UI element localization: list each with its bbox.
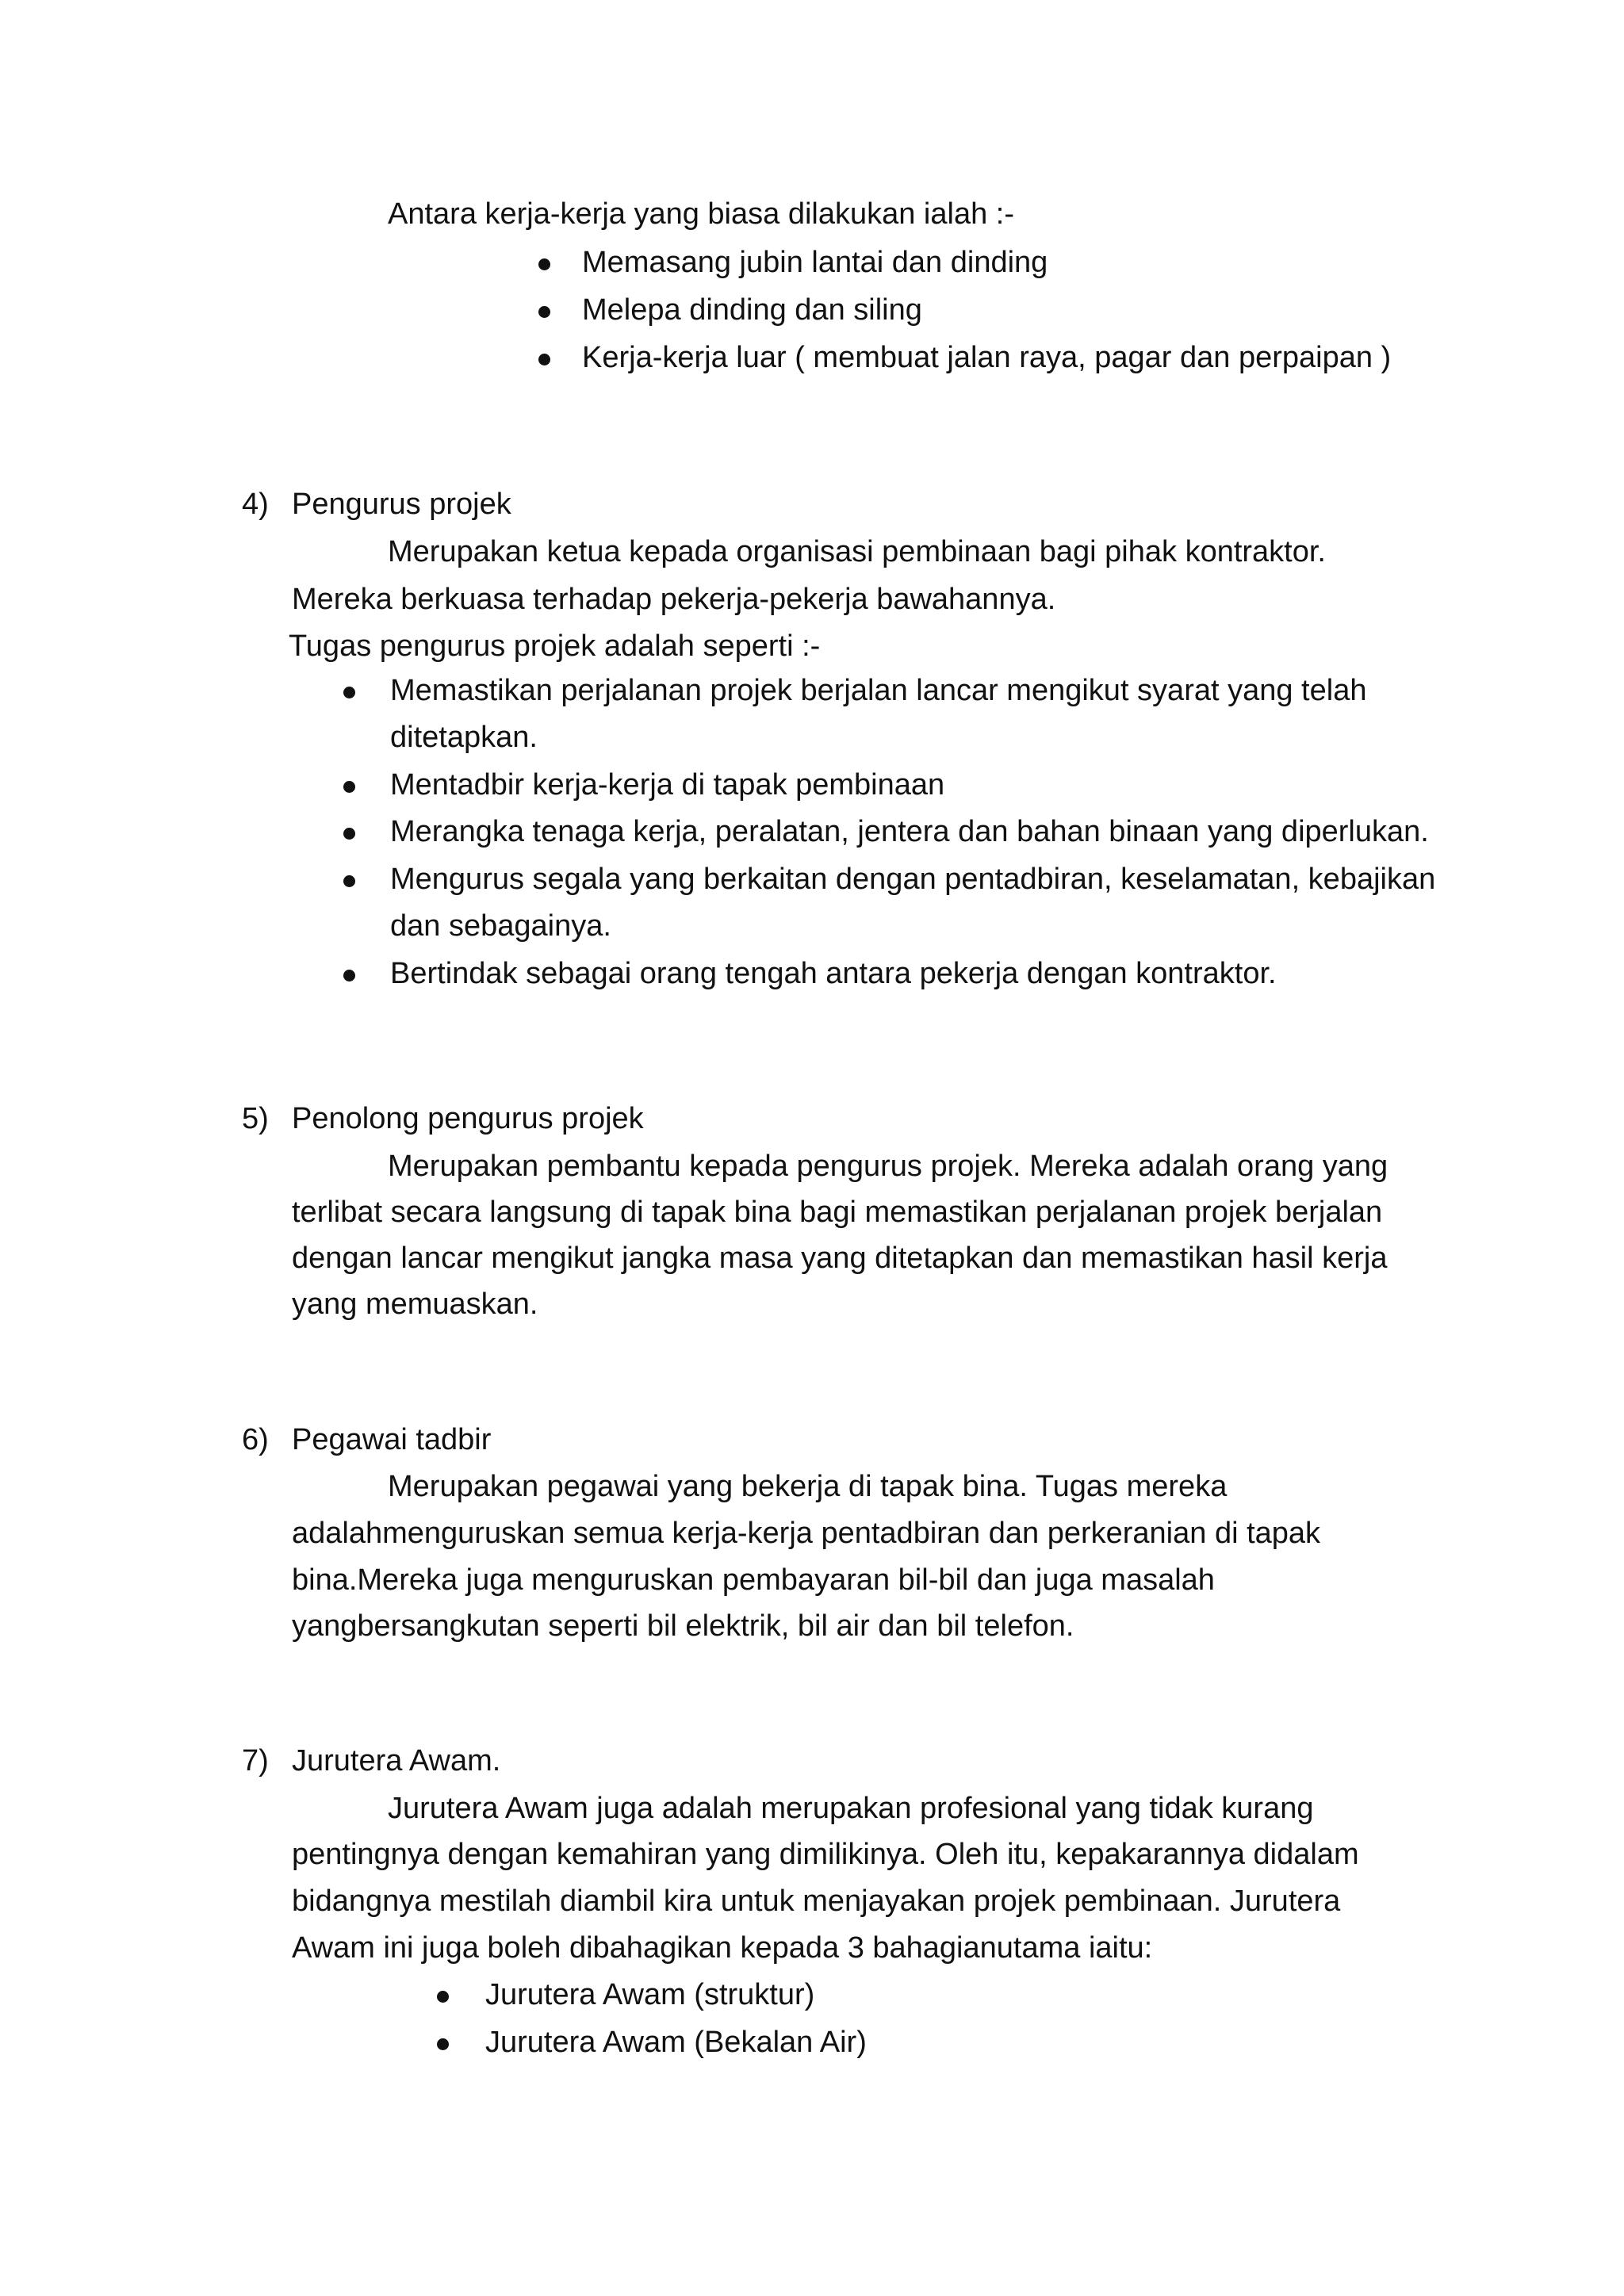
section-heading: Penolong pengurus projek xyxy=(292,1102,644,1135)
paragraph-line: yang memuaskan. xyxy=(292,1288,538,1321)
paragraph-line: terlibat secara langsung di tapak bina bagi memastikan perjalanan projek berjalan xyxy=(292,1196,1383,1229)
bullet-dot xyxy=(538,354,550,365)
list-item-line: Bertindak sebagai orang tengah antara pekerja dengan kontraktor. xyxy=(390,957,1277,990)
bullet-dot xyxy=(343,781,355,793)
paragraph-line: Merupakan ketua kepada organisasi pembinaan bagi pihak kontraktor. xyxy=(388,535,1326,568)
bullet-dot xyxy=(437,2038,449,2050)
paragraph-line: Merupakan pegawai yang bekerja di tapak bina. Tugas mereka xyxy=(388,1470,1228,1503)
section-heading: Jurutera Awam. xyxy=(292,1744,501,1777)
list-item-line: dan sebagainya. xyxy=(390,909,611,943)
bullet-dot xyxy=(538,258,550,270)
paragraph-line: Awam ini juga boleh dibahagikan kepada 3 bahagianutama iaitu: xyxy=(292,1931,1153,1965)
bullet-dot xyxy=(343,828,355,840)
list-item-line: Jurutera Awam (struktur) xyxy=(485,1978,815,2011)
intro-bullet: Melepa dinding dan siling xyxy=(582,293,922,327)
bullet-dot xyxy=(343,875,355,887)
section-number: 7) xyxy=(242,1744,269,1777)
section-number: 4) xyxy=(242,488,269,521)
list-item-line: Mengurus segala yang berkaitan dengan pentadbiran, keselamatan, kebajikan xyxy=(390,863,1436,896)
bullet-dot xyxy=(343,687,355,698)
paragraph-line: pentingnya dengan kemahiran yang dimilikinya. Oleh itu, kepakarannya didalam xyxy=(292,1838,1359,1871)
paragraph-line: Merupakan pembantu kepada pengurus projek. Mereka adalah orang yang xyxy=(388,1150,1388,1183)
paragraph-line: Jurutera Awam juga adalah merupakan profesional yang tidak kurang xyxy=(388,1792,1314,1825)
paragraph-line: Tugas pengurus projek adalah seperti :- xyxy=(289,629,821,663)
intro-lead: Antara kerja-kerja yang biasa dilakukan ialah :- xyxy=(388,197,1014,231)
paragraph-line: bidangnya mestilah diambil kira untuk menjayakan projek pembinaan. Jurutera xyxy=(292,1885,1341,1918)
list-item-line: Jurutera Awam (Bekalan Air) xyxy=(485,2026,867,2059)
paragraph-line: yangbersangkutan seperti bil elektrik, bil air dan bil telefon. xyxy=(292,1609,1074,1643)
bullet-dot xyxy=(343,970,355,982)
list-item-line: ditetapkan. xyxy=(390,721,538,754)
list-item-line: Mentadbir kerja-kerja di tapak pembinaan xyxy=(390,768,945,802)
paragraph-line: bina.Mereka juga menguruskan pembayaran bil-bil dan juga masalah xyxy=(292,1563,1215,1597)
paragraph-line: adalahmenguruskan semua kerja-kerja pentadbiran dan perkeranian di tapak xyxy=(292,1517,1321,1550)
bullet-dot xyxy=(437,1991,449,2003)
section-heading: Pengurus projek xyxy=(292,488,511,521)
section-number: 6) xyxy=(242,1423,269,1456)
bullet-dot xyxy=(538,306,550,318)
section-heading: Pegawai tadbir xyxy=(292,1423,492,1456)
intro-bullet: Kerja-kerja luar ( membuat jalan raya, pagar dan perpaipan ) xyxy=(582,341,1392,374)
list-item-line: Merangka tenaga kerja, peralatan, jentera dan bahan binaan yang diperlukan. xyxy=(390,815,1429,848)
list-item-line: Memastikan perjalanan projek berjalan lancar mengikut syarat yang telah xyxy=(390,674,1367,707)
paragraph-line: dengan lancar mengikut jangka masa yang ditetapkan dan memastikan hasil kerja xyxy=(292,1242,1388,1275)
paragraph-line: Mereka berkuasa terhadap pekerja-pekerja bawahannya. xyxy=(292,583,1056,616)
intro-bullet: Memasang jubin lantai dan dinding xyxy=(582,246,1048,279)
section-number: 5) xyxy=(242,1102,269,1135)
